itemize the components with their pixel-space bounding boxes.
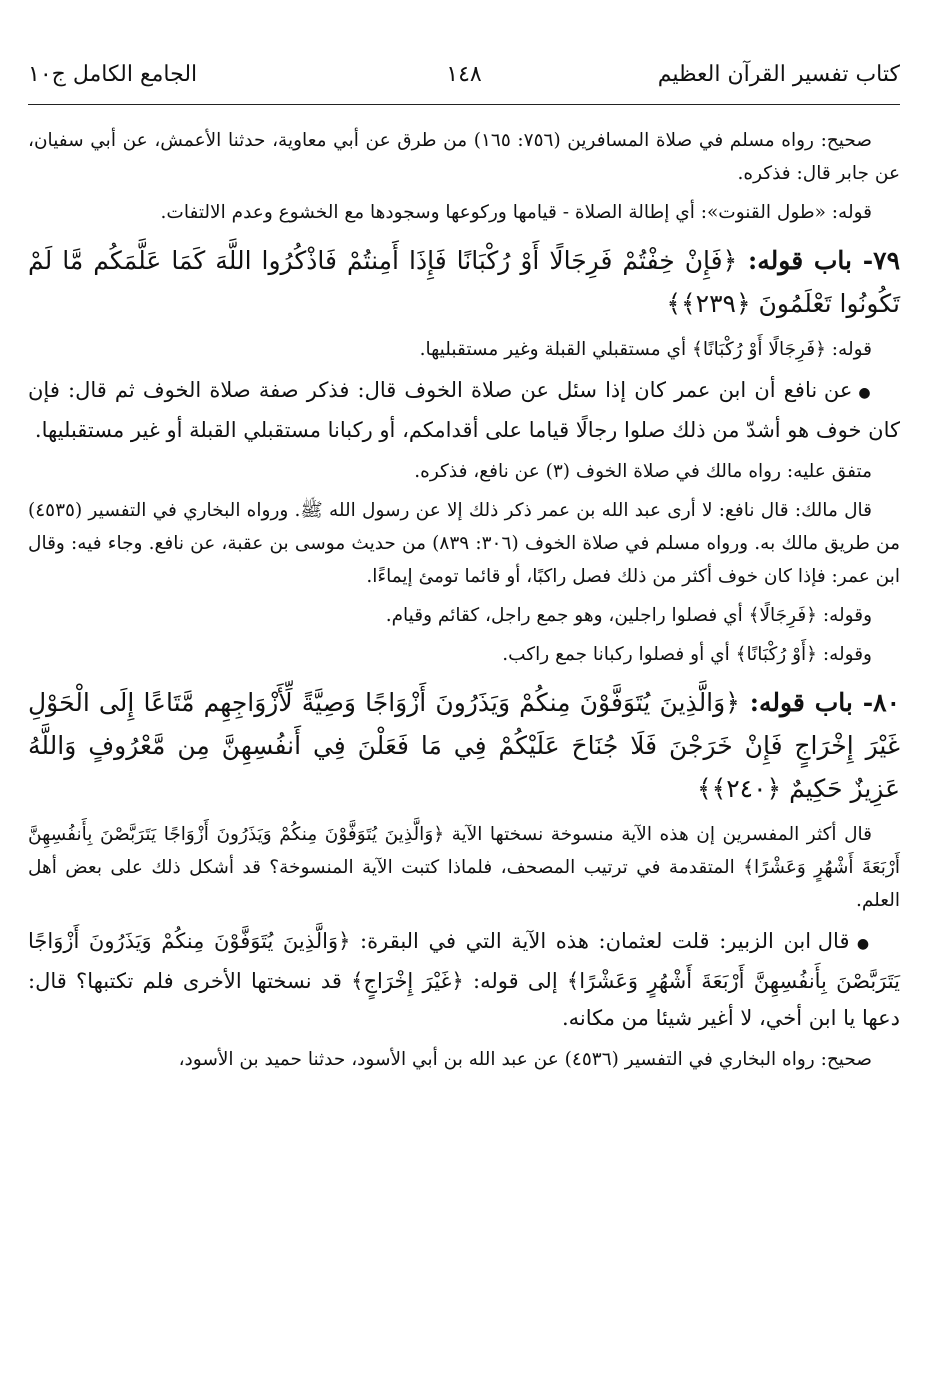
- page-header: [28, 62, 900, 102]
- chapter-heading-80: [28, 681, 900, 810]
- quran-verse: ﴿فَإِنْ خِفْتُمْ فَرِجَالًا أَوْ رُكْبَانًا فَإِذَا أَمِنتُمْ فَاذْكُرُوا اللَّهَ كَمَا عَلَّمَكُم مَّا لَمْ تَكُونُوا تَعْلَمُونَ ﴿٢٣٩﴾﴾: [28, 246, 900, 318]
- commentary-paragraph: قال أكثر المفسرين إن هذه الآية منسوخة نسختها الآية ﴿وَالَّذِينَ يُتَوَفَّوْنَ مِنكُمْ وَيَذَرُونَ أَزْوَاجًا يَتَرَبَّصْنَ بِأَنفُسِهِنَّ أَرْبَعَةَ أَشْهُرٍ وَعَشْرًا﴾ المتقدمة في ترتيب المصحف، فلماذا كتبت الآية المنسوخة؟ قد أشكل ذلك على بعض أهل العلم.: [28, 824, 900, 911]
- hadith-paragraph: ● قال ابن الزبير: قلت لعثمان: هذه الآية التي في البقرة: ﴿وَالَّذِينَ يُتَوَفَّوْنَ مِنكُمْ وَيَذَرُونَ أَزْوَاجًا يَتَرَبَّصْنَ بِأَنفُسِهِنَّ أَرْبَعَةَ أَشْهُرٍ وَعَشْرًا﴾ إلى قوله: ﴿غَيْرَ إِخْرَاجٍ﴾ قد نسختها الأخرى فلم تكتبها؟ قال: دعها يا ابن أخي، لا أغير شيئا من مكانه.: [28, 923, 900, 1037]
- header-divider: [28, 104, 900, 105]
- chapter-title: ٨٠- باب قوله:: [749, 688, 900, 717]
- book-page: [28, 0, 900, 1374]
- page-body: [28, 124, 900, 1082]
- book-title: كتاب تفسير القرآن العظيم: [657, 62, 900, 87]
- takhrij-paragraph: صحيح: رواه البخاري في التفسير (٤٥٣٦) عن عبد الله بن أبي الأسود، حدثنا حميد بن الأسود،: [178, 1049, 872, 1070]
- takhrij-paragraph: صحيح: رواه مسلم في صلاة المسافرين (٧٥٦: ١٦٥) من طرق عن أبي معاوية، حدثنا الأعمش، عن أبي سفيان، عن جابر قال: فذكره.: [28, 130, 900, 184]
- chapter-heading-79: [28, 239, 900, 325]
- commentary-paragraph: قال مالك: قال نافع: لا أرى عبد الله بن عمر ذكر ذلك إلا عن رسول الله ﷺ. ورواه البخاري في التفسير (٤٥٣٥) من طريق مالك به. ورواه مسلم في صلاة الخوف (٣٠٦: ٨٣٩) من حديث موسى بن عقبة، عن نافع. وجاء فيه: وقال ابن عمر: فإذا كان خوف أكثر من ذلك فصل راكبًا، أو قائما تومئ إيماءًا.: [28, 500, 900, 587]
- quran-verse: ﴿وَالَّذِينَ يُتَوَفَّوْنَ مِنكُمْ وَيَذَرُونَ أَزْوَاجًا وَصِيَّةً لِّأَزْوَاجِهِم مَّتَاعًا إِلَى الْحَوْلِ غَيْرَ إِخْرَاجٍ فَإِنْ خَرَجْنَ فَلَا جُنَاحَ عَلَيْكُمْ فِي مَا فَعَلْنَ فِي أَنفُسِهِنَّ مِن مَّعْرُوفٍ وَاللَّهُ عَزِيزٌ حَكِيمٌ ﴿٢٤٠﴾﴾: [28, 688, 900, 803]
- takhrij-paragraph: متفق عليه: رواه مالك في صلاة الخوف (٣) عن نافع، فذكره.: [414, 461, 872, 482]
- explanation-paragraph: وقوله: ﴿فَرِجَالًا﴾ أي فصلوا راجلين، وهو جمع راجل، كقائم وقيام.: [385, 605, 872, 626]
- page-number: ١٤٨: [446, 62, 482, 87]
- explanation-paragraph: وقوله: ﴿أَوْ رُكْبَانًا﴾ أي أو فصلوا ركبانا جمع راكب.: [502, 644, 872, 665]
- collection-title: الجامع الكامل ج١٠: [28, 62, 198, 87]
- hadith-paragraph: ● عن نافع أن ابن عمر كان إذا سئل عن صلاة الخوف قال: فذكر صفة صلاة الخوف ثم قال: فإن كان خوف هو أشدّ من ذلك صلوا رجالًا قياما على أقدامكم، أو ركبانا مستقبلي القبلة أو غير مستقبليها.: [28, 372, 900, 449]
- explanation-paragraph: قوله: «طول القنوت»: أي إطالة الصلاة - قيامها وركوعها وسجودها مع الخشوع وعدم الالتفات.: [160, 202, 872, 223]
- chapter-title: ٧٩- باب قوله:: [748, 246, 900, 275]
- explanation-paragraph: قوله: ﴿فَرِجَالًا أَوْ رُكْبَانًا﴾ أي مستقبلي القبلة وغير مستقبليها.: [419, 339, 872, 360]
